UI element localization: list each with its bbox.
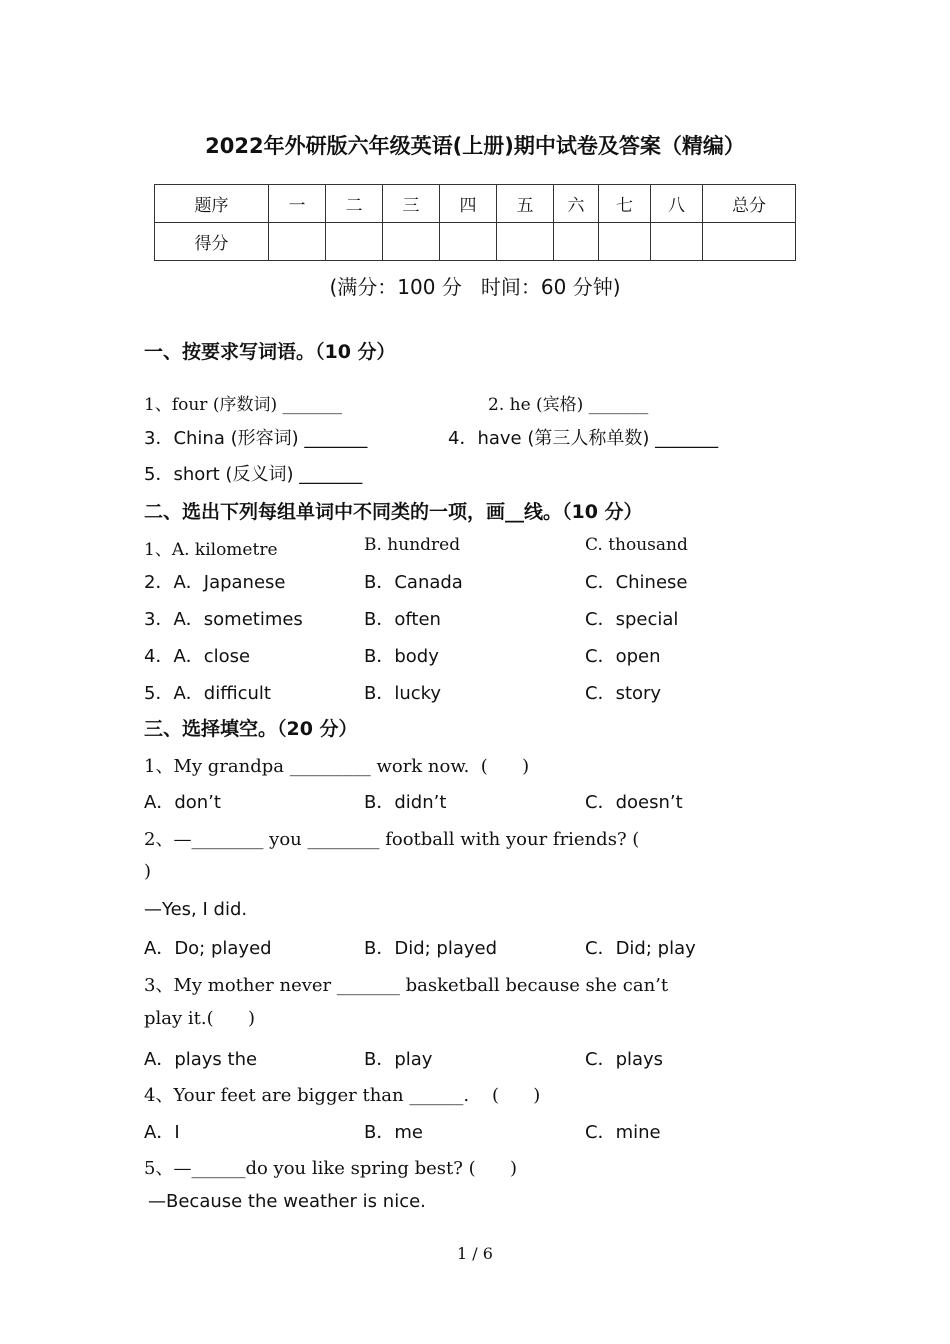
document-title: 2022年外研版六年级英语(上册)期中试卷及答案（精编）: [205, 134, 745, 158]
page-number: 1 / 6: [457, 1244, 493, 1263]
s2-row-2-option-a: 2．A．Japanese: [144, 572, 286, 593]
s2-row-1-option-a: 1、A. kilometre: [144, 540, 278, 560]
score-table-header-cell: 六: [554, 185, 599, 223]
section-1-heading: 一、按要求写词语。（10 分）: [144, 341, 396, 363]
s2-row-1-option-b: B. hundred: [364, 535, 461, 555]
score-table-header-cell: 四: [440, 185, 497, 223]
score-table: [154, 184, 796, 261]
s3-question-5: 5、—______do you like spring best? ( ): [144, 1158, 517, 1179]
score-table-header-cell: 八: [651, 185, 703, 223]
s2-row-2-option-c: C．Chinese: [585, 572, 688, 593]
s3-q4-option-c: C．mine: [585, 1122, 661, 1143]
s2-row-2-option-b: B．Canada: [364, 572, 463, 593]
score-table-header-cell: 二: [326, 185, 383, 223]
s1-question-1: 1、four (序数词) _______: [144, 395, 342, 415]
s3-q1-option-b: B．didn’t: [364, 792, 447, 813]
s1-question-5: 5．short (反义词) _______: [144, 464, 363, 485]
s2-row-4-option-b: B．body: [364, 646, 439, 667]
s3-question-2-continued: ): [144, 861, 152, 882]
section-3-heading: 三、选择填空。（20 分）: [144, 718, 358, 740]
score-cell[interactable]: [599, 223, 651, 261]
score-table-header-cell: 题序: [155, 185, 269, 223]
score-table-header-cell: 五: [497, 185, 554, 223]
score-table-header-row: [155, 185, 796, 223]
s3-q4-option-b: B．me: [364, 1122, 423, 1143]
s3-q3-option-c: C．plays: [585, 1049, 664, 1070]
s2-row-5-option-a: 5．A．difficult: [144, 683, 271, 704]
s3-q5-reply: —Because the weather is nice.: [148, 1191, 426, 1212]
score-cell[interactable]: [383, 223, 440, 261]
score-cell[interactable]: [497, 223, 554, 261]
full-mark-line: (满分：100 分 时间：60 分钟): [329, 275, 621, 299]
score-cell[interactable]: [651, 223, 703, 261]
s3-q2-option-a: A．Do; played: [144, 938, 272, 959]
s3-q1-option-a: A．don’t: [144, 792, 221, 813]
score-cell[interactable]: [326, 223, 383, 261]
s2-row-5-option-c: C．story: [585, 683, 662, 704]
s2-row-4-option-c: C．open: [585, 646, 661, 667]
score-cell[interactable]: [269, 223, 326, 261]
score-table-row-label: 得分: [155, 223, 269, 261]
s3-question-4: 4、Your feet are bigger than ______. ( ): [144, 1085, 541, 1106]
s3-question-1: 1、My grandpa _________ work now. ( ): [144, 756, 530, 777]
s3-q2-option-c: C．Did; play: [585, 938, 696, 959]
score-cell[interactable]: [440, 223, 497, 261]
s2-row-3-option-a: 3．A．sometimes: [144, 609, 303, 630]
s2-row-4-option-a: 4．A．close: [144, 646, 251, 667]
s3-q3-option-b: B．play: [364, 1049, 433, 1070]
s3-q2-option-b: B．Did; played: [364, 938, 498, 959]
s1-question-2: 2. he (宾格) _______: [488, 395, 649, 415]
s3-question-3: 3、My mother never _______ basketball because she can’t: [144, 975, 669, 996]
s3-question-2: 2、—________ you ________ football with your friends? (: [144, 829, 640, 850]
s3-q3-option-a: A．plays the: [144, 1049, 258, 1070]
score-table-header-cell: 七: [599, 185, 651, 223]
s3-question-3-continued: play it.( ): [144, 1008, 255, 1029]
score-table-score-row: [155, 223, 796, 261]
score-table-header-cell: 三: [383, 185, 440, 223]
s3-q1-option-c: C．doesn’t: [585, 792, 683, 813]
s2-row-5-option-b: B．lucky: [364, 683, 442, 704]
s1-question-4: 4．have (第三人称单数) _______: [448, 428, 719, 449]
s2-row-1-option-c: C. thousand: [585, 535, 688, 555]
s3-q2-reply: —Yes, I did.: [144, 899, 248, 920]
s2-row-3-option-b: B．often: [364, 609, 441, 630]
score-table-header-cell: 总分: [703, 185, 796, 223]
s2-row-3-option-c: C．special: [585, 609, 679, 630]
s1-question-3: 3．China (形容词) _______: [144, 428, 368, 449]
score-table-header-cell: 一: [269, 185, 326, 223]
score-cell[interactable]: [703, 223, 796, 261]
score-cell[interactable]: [554, 223, 599, 261]
s3-q4-option-a: A．I: [144, 1122, 180, 1143]
section-2-heading: 二、选出下列每组单词中不同类的一项，画__线。（10 分）: [144, 501, 643, 523]
